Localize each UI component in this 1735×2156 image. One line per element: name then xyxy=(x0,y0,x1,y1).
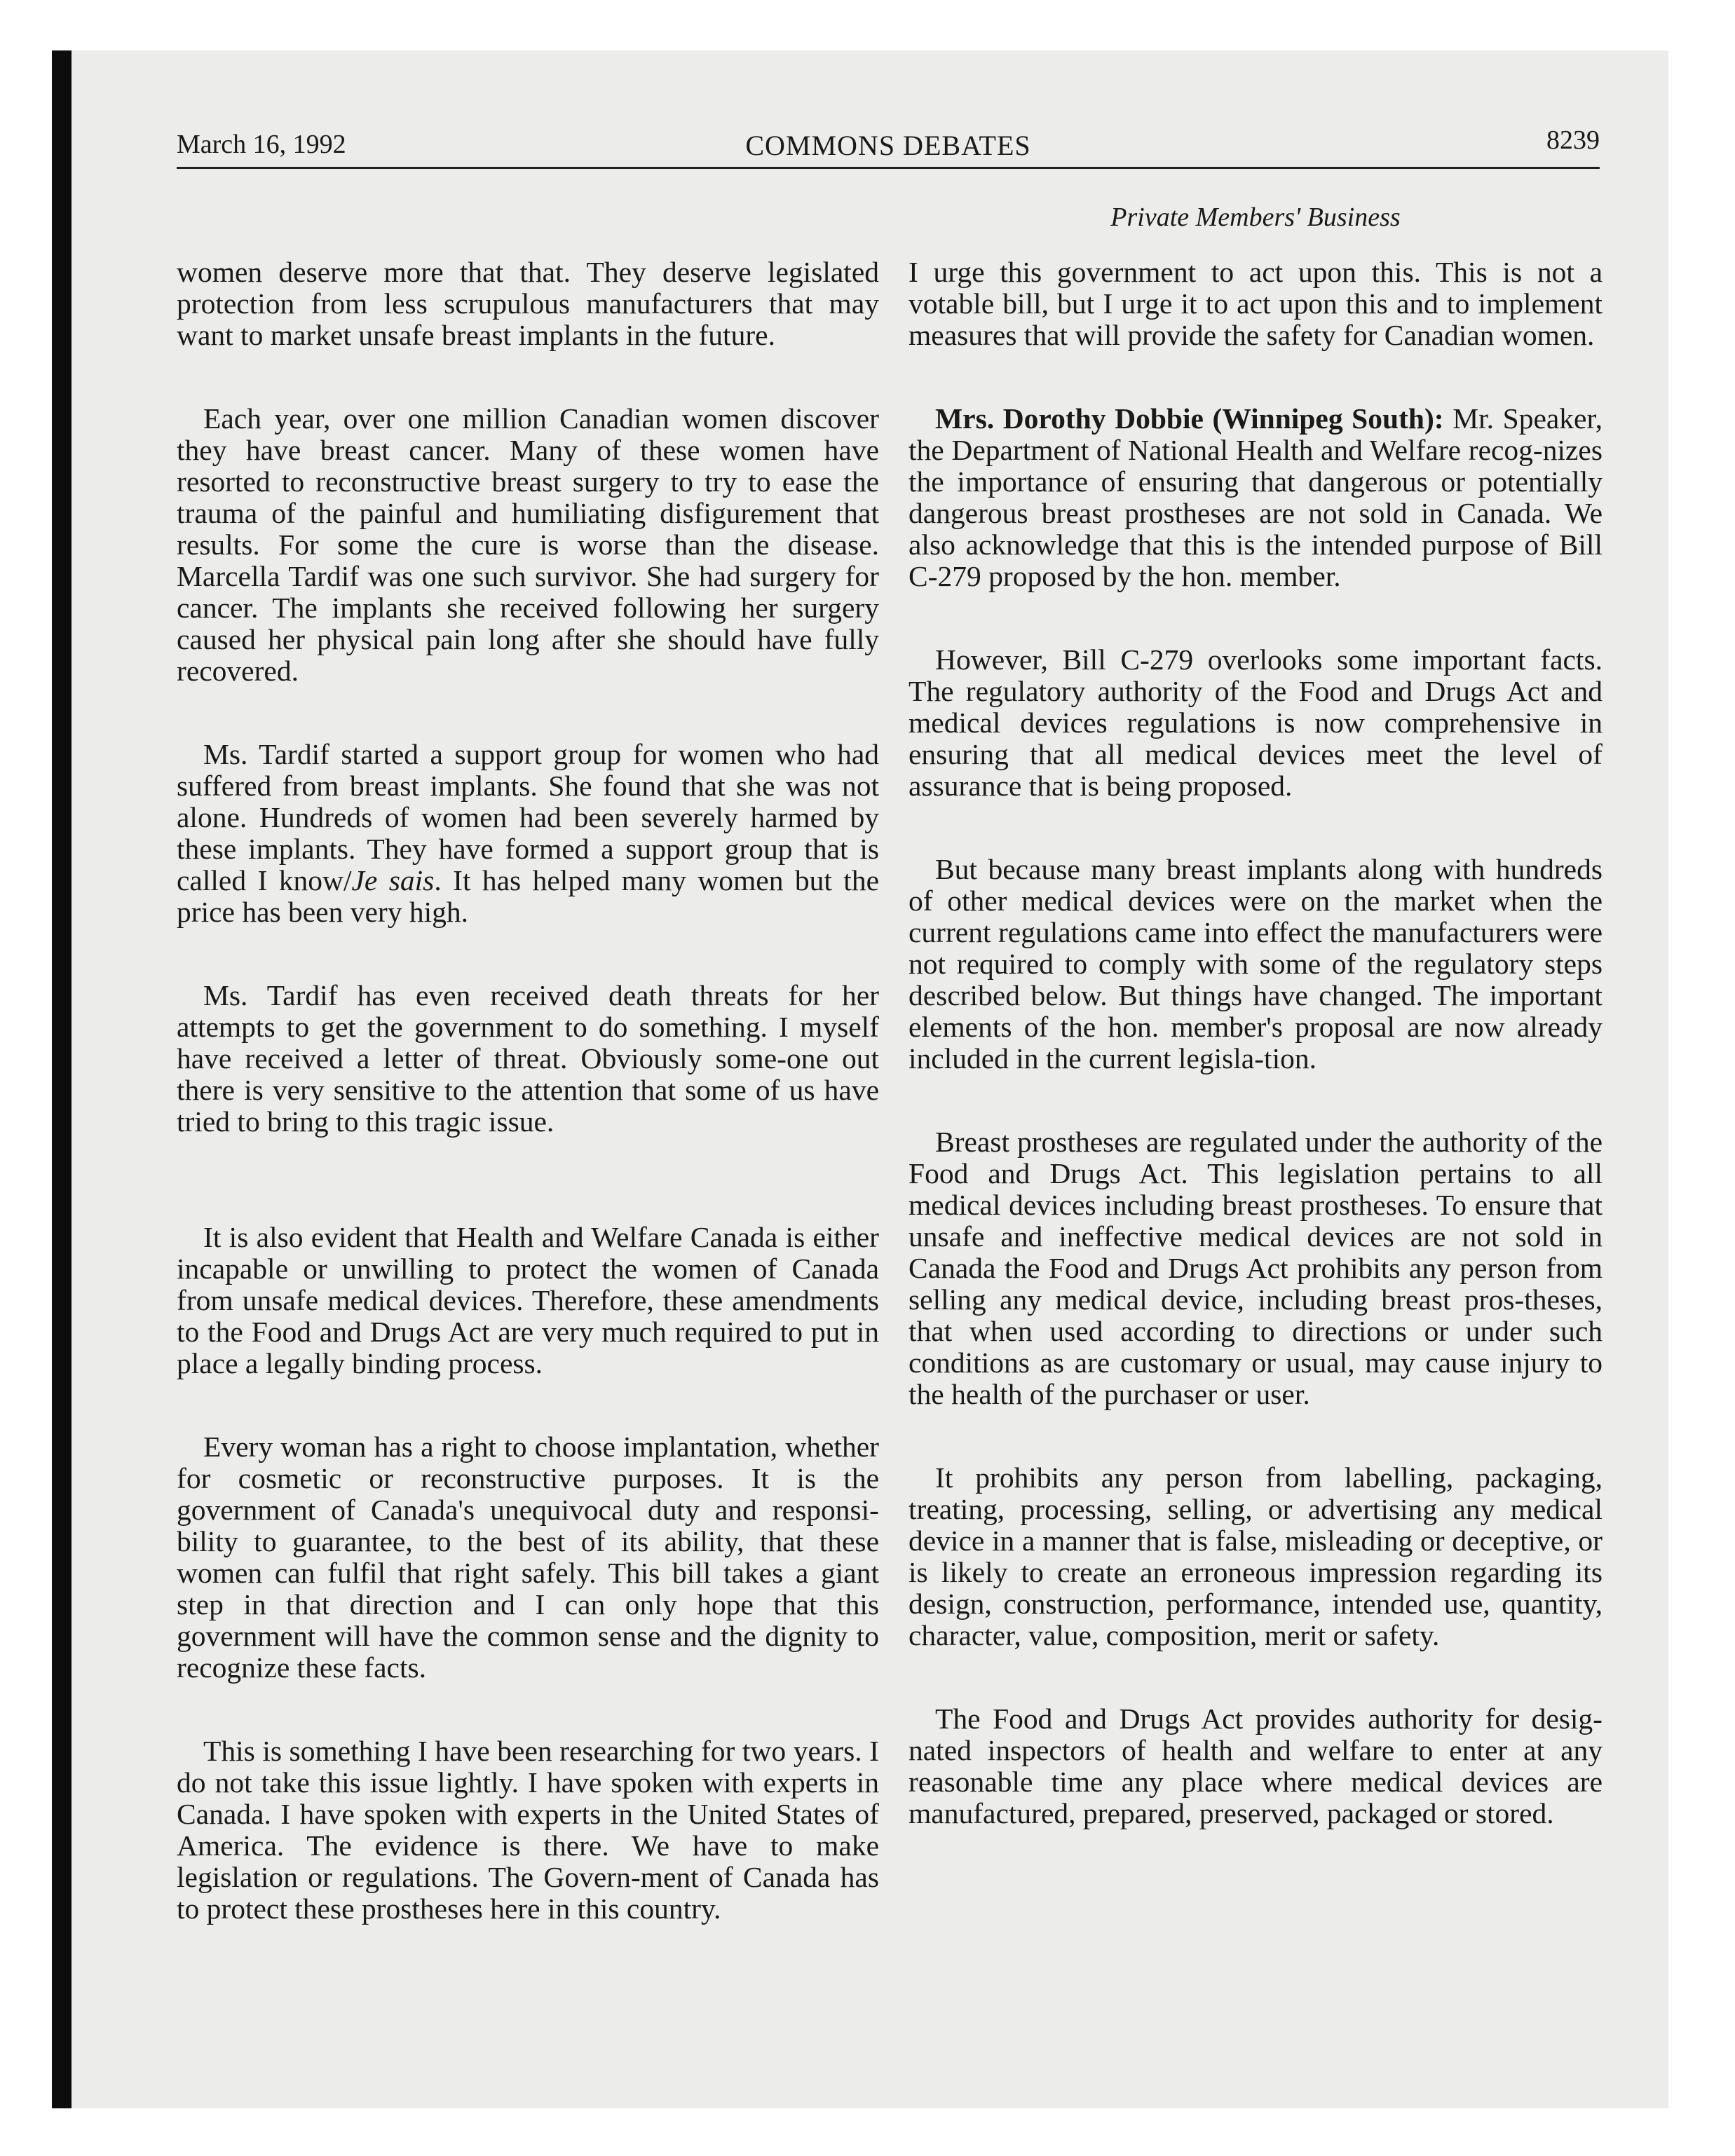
paragraph: This is something I have been researching for two years. I do not take this issue lightly. I have spoken with experts in Canada. I have spoken with experts in the United States of America. The evidence is there. We have to make legislation or regulations. The Govern-ment of Canada has to protect these prostheses here in this country. xyxy=(177,1735,879,1925)
paragraph: It prohibits any person from labelling, packaging, treating, processing, selling, or advertising any medical device in a manner that is false, misleading or deceptive, or is likely to create an erroneous impression regarding its design, construction, performance, intended use, quantity, character, value, composition, merit or safety. xyxy=(909,1461,1603,1651)
paragraph: It is also evident that Health and Welfare Canada is either incapable or unwilling to protect the women of Canada from unsafe medical devices. Therefore, these amendments to the Food and Drugs Act are very much required to put in place a legally binding process. xyxy=(177,1221,879,1379)
paragraph: However, Bill C-279 overlooks some important facts. The regulatory authority of the Food and Drugs Act and medical devices regulations is now comprehensive in ensuring that all medical devices meet the level of assurance that is being proposed. xyxy=(909,643,1603,802)
paragraph xyxy=(909,403,1603,592)
paragraph-text: . It has helped many women but the price has been very high. xyxy=(177,864,880,928)
header-rule xyxy=(177,167,1600,169)
speaker-name: Mrs. Dorothy Dobbie (Winnipeg South): xyxy=(935,402,1444,435)
paragraph: Breast prostheses are regulated under the authority of the Food and Drugs Act. This legislation pertains to all medical devices including breast prostheses. To ensure that unsafe and ineffective medical devices are not sold in Canada the Food and Drugs Act prohibits any person from selling any medical device, including breast pros-theses, that when used according to directions or under such conditions as are customary or usual, may cause injury to the health of the purchaser or user. xyxy=(909,1126,1603,1410)
page-header xyxy=(177,125,1600,167)
paragraph xyxy=(177,739,879,928)
header-date: March 16, 1992 xyxy=(177,130,346,159)
header-title: COMMONS DEBATES xyxy=(745,130,1031,161)
paragraph-text: Mr. Speaker, the Department of National Health and Welfare recog-nizes the importance of ensuring that dangerous or potentially dangerous breast prostheses are not sold in Canada. We also acknowledge that this is the intended purpose of Bill C-279 proposed by the hon. member. xyxy=(909,402,1603,592)
paragraph-text: Ms. Tardif started a support group for women who had suffered from breast implants. She found that she was not alone. Hundreds of women had been severely harmed by these implants. They have formed a support group that is called I know/ xyxy=(177,738,879,896)
italic-text: Je sais xyxy=(351,864,435,896)
paragraph: Ms. Tardif has even received death threats for her attempts to get the government to do something. I myself have received a letter of threat. Obviously some-one out there is very sensitive to the attention that some of us have tried to bring to this tragic issue. xyxy=(177,979,879,1138)
paragraph: Each year, over one million Canadian women discover they have breast cancer. Many of these women have resorted to reconstructive breast surgery to try to ease the trauma of the painful and humiliating disfigurement that results. For some the cure is worse than the disease. Marcella Tardif was one such survivor. She had surgery for cancer. The implants she received following her surgery caused her physical pain long after she should have fully recovered. xyxy=(177,402,879,687)
right-column xyxy=(909,257,1603,1881)
paragraph: Every woman has a right to choose implantation, whether for cosmetic or reconstructive purposes. It is the government of Canada's unequivocal duty and responsi-bility to guarantee, to the best of its ability, that these women can fulfil that right safely. This bill takes a giant step in that direction and I can only hope that this government will have the common sense and the dignity to recognize these facts. xyxy=(177,1431,879,1684)
left-column xyxy=(177,257,879,1977)
paragraph: I urge this government to act upon this. This is not a votable bill, but I urge it to act upon this and to implement measures that will provide the safety for Canadian women. xyxy=(909,256,1603,351)
paragraph: But because many breast implants along with hundreds of other medical devices were on the market when the current regulations came into effect the manufacturers were not required to comply with some of the regulatory steps described below. But things have changed. The important elements of the hon. member's proposal are now already included in the current legisla-tion. xyxy=(909,853,1603,1074)
section-heading: Private Members' Business xyxy=(1110,203,1401,232)
binding-edge xyxy=(52,50,72,2108)
paragraph: The Food and Drugs Act provides authority for desig-nated inspectors of health and welfare to enter at any reasonable time any place where medical devices are manufactured, prepared, preserved, packaged or stored. xyxy=(909,1703,1603,1829)
header-page-number: 8239 xyxy=(1546,125,1600,155)
paragraph: women deserve more that that. They deserve legislated protection from less scrupulous manufacturers that may want to market unsafe breast implants in the future. xyxy=(177,256,879,351)
